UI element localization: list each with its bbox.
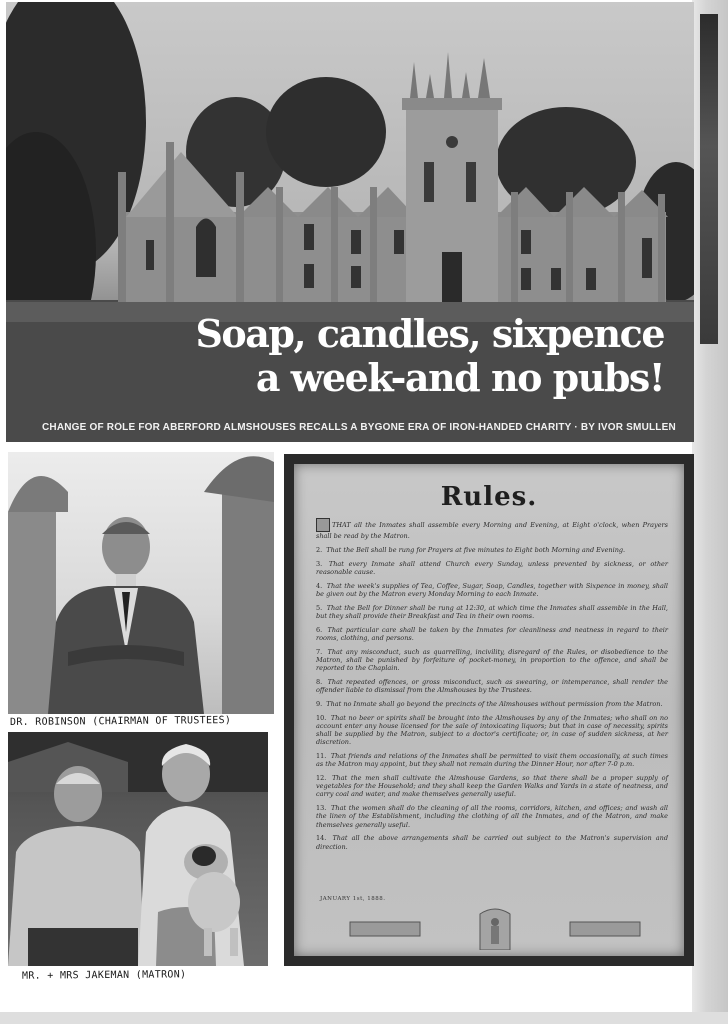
rule-number: 3. bbox=[316, 559, 323, 568]
headline-line-2: a week-and no pubs! bbox=[255, 355, 664, 400]
rule-number: 2. bbox=[316, 545, 323, 554]
rule-number: 5. bbox=[316, 603, 323, 612]
rule-text: That no beer or spirits shall be brought into the Almshouses by any of the Inmates; who shall on no account enter any house licensed for the sale of intoxicating liquors; but that in case of necessity, spirits shall be supplied by the Matron, subject to a doctor's certificate; or, in case of sudden sickness, at her discretion. bbox=[316, 713, 668, 747]
hero-photo bbox=[6, 2, 694, 442]
rules-board-frame bbox=[284, 454, 694, 966]
page-edge bbox=[692, 0, 728, 1024]
headline-line-1: Soap, candles, sixpence bbox=[195, 311, 664, 356]
rule-number: 10. bbox=[316, 713, 327, 722]
rule-item bbox=[316, 700, 668, 708]
drop-cap-icon bbox=[316, 518, 330, 532]
rule-item bbox=[316, 752, 668, 768]
rule-item bbox=[316, 774, 668, 799]
rule-item bbox=[316, 582, 668, 598]
rule-item bbox=[316, 604, 668, 620]
rules-title: Rules. bbox=[440, 482, 538, 512]
rule-item bbox=[316, 804, 668, 829]
couple-with-dog-icon bbox=[8, 732, 268, 966]
rule-text: That every Inmate shall attend Church every Sunday, unless prevented by sickness, or other reasonable cause. bbox=[316, 559, 668, 576]
jakeman-caption: MR. + MRS JAKEMAN (MATRON) bbox=[21, 969, 187, 982]
rule-item bbox=[316, 560, 668, 576]
standfirst: CHANGE OF RÔLE FOR ABERFORD ALMSHOUSES RECALLS A BYGONE ERA OF IRON-HANDED CHARITY · BY IVOR SMULLEN bbox=[42, 422, 676, 433]
rule-item bbox=[316, 834, 668, 850]
portrait-icon bbox=[8, 452, 274, 714]
page-bottom-edge bbox=[0, 1012, 728, 1024]
rule-number: 8. bbox=[316, 677, 323, 686]
rule-item bbox=[316, 648, 668, 673]
headline bbox=[195, 312, 664, 400]
rule-number: 11. bbox=[316, 752, 327, 760]
rule-item bbox=[316, 626, 668, 642]
rule-number: 4. bbox=[316, 581, 323, 590]
rule-item bbox=[316, 678, 668, 694]
rule-text: THAT all the Inmates shall assemble every Morning and Evening, at Eight o'clock, when Prayers shall be read by the Matron. bbox=[316, 521, 668, 540]
rule-number: 9. bbox=[316, 699, 323, 708]
robinson-photo bbox=[8, 452, 274, 714]
rule-text: That any misconduct, such as quarrelling, incivility, disregard of the Rules, or disobedience to the Matron, shall be punished by forfeiture of pocket-money, in proportion to the offence, and shall be reported to the Chaplain. bbox=[316, 647, 668, 672]
rule-text: That the Bell for Dinner shall be rung at 12:30, at which time the Inmates shall assemble in the Hall, but they shall provide their Breakfast and Tea in their own rooms. bbox=[316, 603, 668, 620]
rule-text: That all the above arrangements shall be carried out subject to the Matron's supervision and direction. bbox=[316, 834, 668, 851]
rule-item bbox=[316, 518, 668, 540]
rule-number: 14. bbox=[316, 834, 327, 843]
rule-number: 7. bbox=[316, 647, 323, 656]
rule-text: That repeated offences, or gross misconduct, such as swearing, or intemperance, shall render the offender liable to dismissal from the Almshouses by the Trustees. bbox=[316, 677, 668, 694]
rule-item bbox=[316, 714, 668, 747]
page-edge-strip bbox=[700, 14, 718, 344]
rule-text: That no Inmate shall go beyond the precincts of the Almshouses without permission from the Matron. bbox=[326, 699, 663, 708]
rules-board bbox=[294, 464, 684, 956]
rule-number: 13. bbox=[316, 804, 327, 813]
rule-text: That the week's supplies of Tea, Coffee, Sugar, Soap, Candles, together with Sixpence in money, shall be given out by the Matron every Monday Morning to each Inmate. bbox=[316, 581, 668, 598]
rules-date: JANUARY 1st, 1888. bbox=[320, 896, 386, 902]
rule-text: That particular care shall be taken by the Inmates for cleanliness and neatness in regard to their rooms, clothing, and persons. bbox=[316, 625, 668, 642]
jakeman-photo bbox=[8, 732, 268, 966]
board-ornament-icon bbox=[330, 908, 660, 950]
robinson-caption: DR. ROBINSON (CHAIRMAN OF TRUSTEES) bbox=[9, 715, 232, 728]
rule-text: That friends and relations of the Inmates shall be permitted to visit them occasionally, at such times as the Matron may appoint, but they shall not remain during the Dinner Hour, nor after 7-0 p.m. bbox=[316, 752, 668, 769]
rule-text: That the Bell shall be rung for Prayers at five minutes to Eight both Morning and Evening. bbox=[326, 545, 626, 554]
rule-number: 12. bbox=[316, 774, 327, 782]
rules-list bbox=[316, 518, 668, 856]
rule-number: 6. bbox=[316, 625, 323, 634]
rule-text: That the men shall cultivate the Almshouse Gardens, so that there shall be a proper supply of vegetables for the Household; and they shall keep the Garden Walks and Yards in a state of neatness, and carry coal and water, and make themselves generally useful. bbox=[316, 774, 668, 799]
rule-item bbox=[316, 546, 668, 554]
rule-text: That the women shall do the cleaning of all the rooms, corridors, kitchen, and offices; and wash all the linen of the Establishment, including the clothing of all the Inmates, and of the Matron, and make themselves generally useful. bbox=[316, 804, 668, 829]
